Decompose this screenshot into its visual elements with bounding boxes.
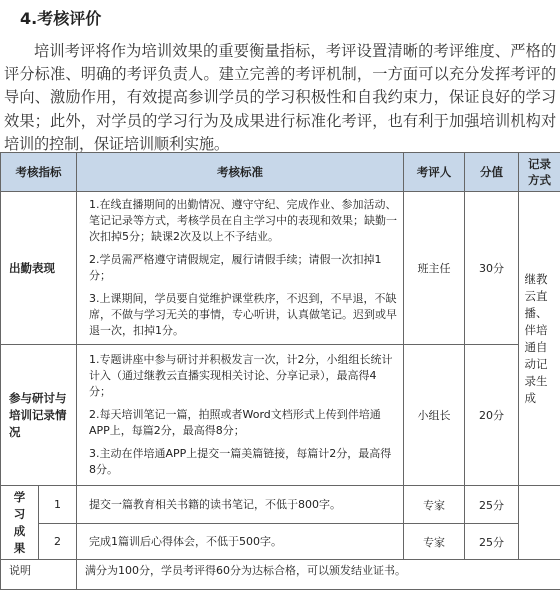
result-2-standard: 完成1篇训后心得体会，不低于500字。	[77, 524, 404, 560]
discussion-item-3: 3.主动在伴培通APP上提交一篇美篇链接，每篇计2分，最高得8分。	[89, 447, 392, 476]
category-discussion: 参与研讨与培训记录情况	[1, 345, 77, 486]
discussion-item-1: 1.专题讲座中参与研讨并积极发言一次，计2分，小组组长统计计入（通过继教云直播实现相关讨论、分享记录），最高得4分；	[89, 353, 393, 398]
result-2-assessor: 专家	[404, 524, 465, 560]
result-method-empty	[519, 486, 560, 560]
assessor-discussion: 小组长	[404, 345, 465, 486]
discussion-item-2: 2.每天培训笔记一篇，拍照或者Word文档形式上传到伴培通APP上，每篇2分，最高得8分；	[89, 408, 381, 437]
category-results-label: 学习成果	[13, 489, 26, 555]
section-title: 4.考核评价	[20, 9, 102, 28]
record-method-text: 继教云直播、伴培通自动记录生成	[524, 271, 548, 405]
result-1-score: 25分	[465, 486, 519, 524]
table-row-attendance	[1, 192, 560, 345]
table-row-discussion	[1, 345, 560, 486]
assessment-table	[0, 152, 560, 590]
header-assessor: 考评人	[404, 153, 465, 192]
note-text: 满分为100分，学员考评得60分为达标合格，可以颁发结业证书。	[77, 560, 560, 590]
header-method	[519, 153, 560, 192]
standard-attendance	[77, 192, 404, 345]
category-results	[1, 486, 39, 560]
header-method-label: 记录方式	[528, 157, 551, 187]
attendance-item-2: 2.学员需严格遵守请假规定，履行请假手续；请假一次扣掉1分；	[89, 253, 382, 282]
table-header-row	[1, 153, 560, 192]
attendance-item-1: 1.在线直播期间的出勤情况、遵守守纪、完成作业、参加活动、笔记记录等方式，考核学员在自主学习中的表现和效果；缺勤一次扣掉5分；缺课2次及以上不予结业。	[89, 198, 397, 243]
table-row-result-1	[1, 486, 560, 524]
result-2-no: 2	[39, 524, 77, 560]
header-standard: 考核标准	[77, 153, 404, 192]
header-indicator: 考核指标	[1, 153, 77, 192]
category-attendance: 出勤表现	[1, 192, 77, 345]
intro-paragraph: 培训考评将作为培训效果的重要衡量指标，考评设置清晰的考评维度、严格的评分标准、明确的考评负责人。建立完善的考评机制，一方面可以充分发挥考评的导向、激励作用，有效提高参训学员的学习积极性和自我约束力，保证良好的学习效果；此外，对学员的学习行为及成果进行标准化考评，也有利于加强培训机构对培训的控制，保证培训顺利实施。	[4, 42, 556, 153]
assessor-attendance: 班主任	[404, 192, 465, 345]
table-row-result-2	[1, 524, 560, 560]
record-method	[519, 192, 560, 486]
result-1-assessor: 专家	[404, 486, 465, 524]
result-2-score: 25分	[465, 524, 519, 560]
result-1-no: 1	[39, 486, 77, 524]
attendance-item-3: 3.上课期间，学员要自觉维护课堂秩序，不迟到，不早退，不缺席，不做与学习无关的事情，专心听讲，认真做笔记。迟到或早退一次，扣掉1分。	[89, 292, 397, 337]
standard-discussion	[77, 345, 404, 486]
table-row-note	[1, 560, 560, 590]
result-1-standard: 提交一篇教育相关书籍的读书笔记，不低于800字。	[77, 486, 404, 524]
score-attendance: 30分	[465, 192, 519, 345]
score-discussion: 20分	[465, 345, 519, 486]
note-label: 说明	[1, 560, 77, 590]
header-score: 分值	[465, 153, 519, 192]
